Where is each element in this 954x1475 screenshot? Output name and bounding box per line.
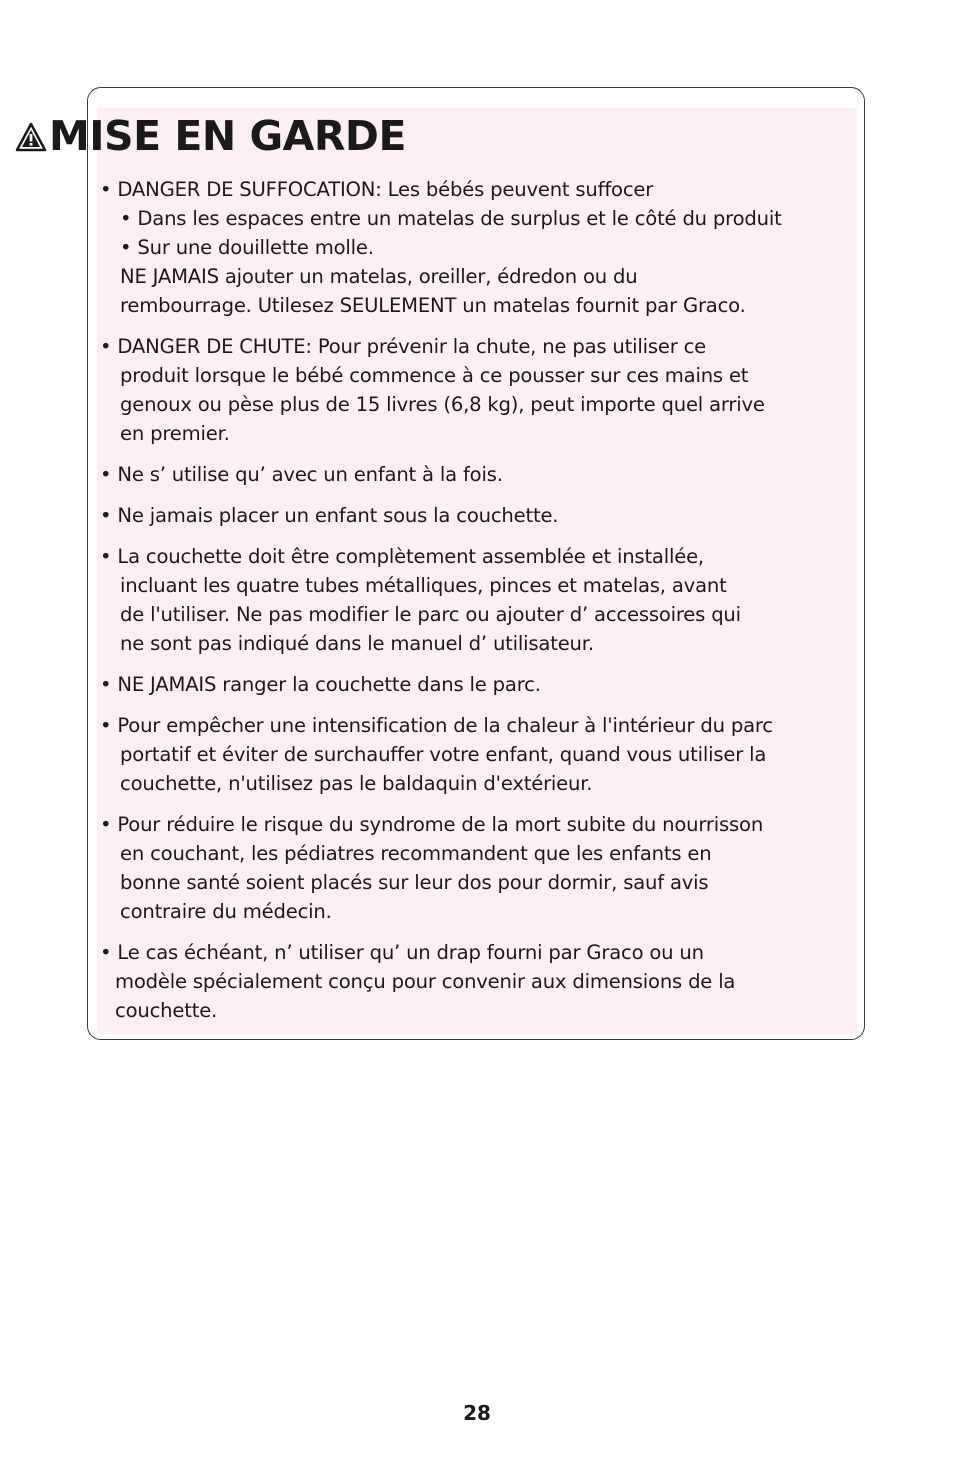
- warning-line: portatif et éviter de surchauffer votre enfant, quand vous utiliser la: [120, 743, 767, 766]
- warning-line: de l'utiliser. Ne pas modifier le parc ou ajouter d’ accessoires qui: [120, 603, 741, 626]
- warning-line: couchette, n'utilisez pas le baldaquin d'extérieur.: [120, 772, 593, 795]
- warning-line: modèle spécialement conçu pour convenir aux dimensions de la: [115, 970, 736, 993]
- warning-line: • Pour réduire le risque du syndrome de la mort subite du nourrisson: [100, 813, 764, 836]
- warning-line: en couchant, les pédiatres recommandent que les enfants en: [120, 842, 712, 865]
- warning-line: genoux ou pèse plus de 15 livres (6,8 kg), peut importe quel arrive: [120, 393, 765, 416]
- warning-line: • Ne jamais placer un enfant sous la couchette.: [100, 504, 559, 527]
- warning-item-one-child: [100, 460, 860, 489]
- warning-item-heat: [100, 711, 860, 798]
- warning-line: • Sur une douillette molle.: [120, 236, 374, 259]
- warning-line: • Ne s’ utilise qu’ avec un enfant à la fois.: [100, 463, 503, 486]
- warning-list: [100, 175, 860, 1037]
- warning-item-assembly: [100, 542, 860, 658]
- warning-item-sheet: [100, 938, 860, 1025]
- warning-triangle-icon: [15, 122, 47, 152]
- warning-line: rembourrage. Utilesez SEULEMENT un matelas fournit par Graco.: [120, 294, 746, 317]
- warning-item-under-bassinet: [100, 501, 860, 530]
- warning-line: • Pour empêcher une intensification de la chaleur à l'intérieur du parc: [100, 714, 773, 737]
- warning-item-sids: [100, 810, 860, 926]
- warning-title: MISE EN GARDE: [49, 112, 406, 160]
- warning-line: ne sont pas indiqué dans le manuel d’ utilisateur.: [120, 632, 594, 655]
- warning-line: produit lorsque le bébé commence à ce pousser sur ces mains et: [120, 364, 749, 387]
- warning-line: • DANGER DE SUFFOCATION: Les bébés peuvent suffocer: [100, 178, 654, 201]
- warning-line: • NE JAMAIS ranger la couchette dans le parc.: [100, 673, 541, 696]
- warning-line: couchette.: [115, 999, 218, 1022]
- warning-line: bonne santé soient placés sur leur dos pour dormir, sauf avis: [120, 871, 709, 894]
- warning-line: • Le cas échéant, n’ utiliser qu’ un drap fourni par Graco ou un: [100, 941, 704, 964]
- warning-line: • La couchette doit être complètement assemblée et installée,: [100, 545, 704, 568]
- warning-line: incluant les quatre tubes métalliques, pinces et matelas, avant: [120, 574, 727, 597]
- warning-item-storage: [100, 670, 860, 699]
- warning-line: • Dans les espaces entre un matelas de surplus et le côté du produit: [120, 207, 782, 230]
- warning-line: en premier.: [120, 422, 230, 445]
- warning-line: NE JAMAIS ajouter un matelas, oreiller, édredon ou du: [120, 265, 638, 288]
- warning-line: • DANGER DE CHUTE: Pour prévenir la chute, ne pas utiliser ce: [100, 335, 707, 358]
- warning-line: contraire du médecin.: [120, 900, 332, 923]
- warning-item-suffocation: [100, 175, 860, 320]
- warning-header: [15, 108, 406, 158]
- page-number: 28: [463, 1401, 491, 1425]
- warning-item-fall: [100, 332, 860, 448]
